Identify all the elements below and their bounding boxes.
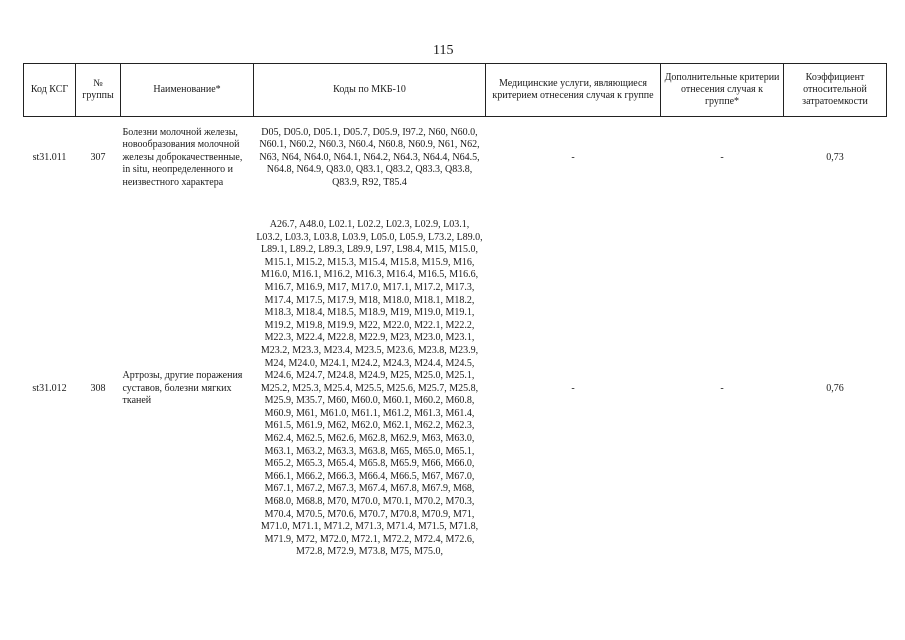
header-extra-criteria: Дополнительные критерии отнесения случая к группе* <box>661 64 784 117</box>
row-name: Артрозы, другие поражения суставов, болезни мягких тканей <box>122 370 243 407</box>
row-extra-criteria: - <box>720 382 724 394</box>
table-header-row <box>24 64 887 117</box>
header-name: Наименование* <box>121 64 254 117</box>
row-extra-criteria: - <box>720 151 724 163</box>
header-services: Медицинские услуги, являющиеся критерием отнесения случая к группе <box>486 64 661 117</box>
table-row <box>24 117 887 200</box>
row-services: - <box>571 382 575 394</box>
row-icd-codes: A26.7, A48.0, L02.1, L02.2, L02.3, L02.9, L03.1, L03.2, L03.3, L03.8, L03.9, L05.0, L05.9, L73.2, L89.0, L89.1, L89.2, L89.3, L89.9, L97, L98.4, M15, M15.0, M15.1, M15.2, M15.3, M15.4, M15.8, M15.9, M16, M16.0, M16.1, M16.2, M16.3, M16.4, M16.5, M16.6, M16.7, M16.9, M17, M17.0, M17.1, M17.2, M17.3, M17.4, M17.5, M17.9, M18, M18.0, M18.1, M18.2, M18.3, M18.4, M18.5, M18.9, M19, M19.0, M19.1, M19.2, M19.8, M19.9, M22, M22.0, M22.1, M22.2, M22.3, M22.4, M22.8, M22.9, M23, M23.0, M23.1, M23.2, M23.3, M23.4, M23.5, M23.6, M23.8, M23.9, M24, M24.0, M24.1, M24.2, M24.3, M24.4, M24.5, M24.6, M24.7, M24.8, M24.9, M25, M25.0, M25.1, M25.2, M25.3, M25.4, M25.5, M25.6, M25.7, M25.8, M25.9, M35.7, M60, M60.0, M60.1, M60.2, M60.8, M60.9, M61, M61.0, M61.1, M61.2, M61.3, M61.4, M61.5, M61.9, M62, M62.0, M62.1, M62.2, M62.3, M62.4, M62.5, M62.6, M62.8, M62.9, M63, M63.0, M63.1, M63.2, M63.3, M63.8, M65, M65.0, M65.1, M65.2, M65.3, M65.4, M65.8, M65.9, M66, M66.0, M66.1, M66.2, M66.3, M66.4, M66.5, M67, M67.0, M67.1, M67.2, M67.3, M67.4, M67.8, M67.9, M68, M68.0, M68.8, M70, M70.0, M70.1, M70.2, M70.3, M70.4, M70.5, M70.6, M70.7, M70.8, M70.9, M71, M71.0, M71.1, M71.2, M71.3, M71.4, M71.5, M71.8, M71.9, M72, M72.0, M72.1, M72.2, M72.4, M72.6, M72.8, M72.9, M73.8, M75, M75.0, <box>256 218 483 558</box>
row-services: - <box>571 151 575 163</box>
ksg-table <box>23 63 887 579</box>
row-code: st31.011 <box>32 151 67 163</box>
row-group-number: 308 <box>90 382 106 394</box>
header-group-number: № группы <box>76 64 121 117</box>
page-number: 115 <box>433 43 454 58</box>
table-row <box>24 199 887 579</box>
header-coefficient: Коэффициент относительной затратоемкости <box>784 64 887 117</box>
row-coefficient: 0,73 <box>826 151 844 163</box>
row-icd-codes: D05, D05.0, D05.1, D05.7, D05.9, I97.2, N60, N60.0, N60.1, N60.2, N60.3, N60.4, N60.8, N60.9, N61, N62, N63, N64, N64.0, N64.1, N64.2, N64.3, N64.4, N64.5, N64.8, N64.9, Q83.0, Q83.1, Q83.2, Q83.3, Q83.8, Q83.9, R92, T85.4 <box>259 126 480 188</box>
row-group-number: 307 <box>90 151 106 163</box>
row-coefficient: 0,76 <box>826 382 844 394</box>
header-icd: Коды по МКБ-10 <box>254 64 486 117</box>
header-code: Код КСГ <box>24 64 76 117</box>
row-name: Болезни молочной железы, новообразования молочной железы доброкачественные, in situ, неопределенного и неизвестного характера <box>122 126 243 188</box>
row-code: st31.012 <box>32 382 67 394</box>
